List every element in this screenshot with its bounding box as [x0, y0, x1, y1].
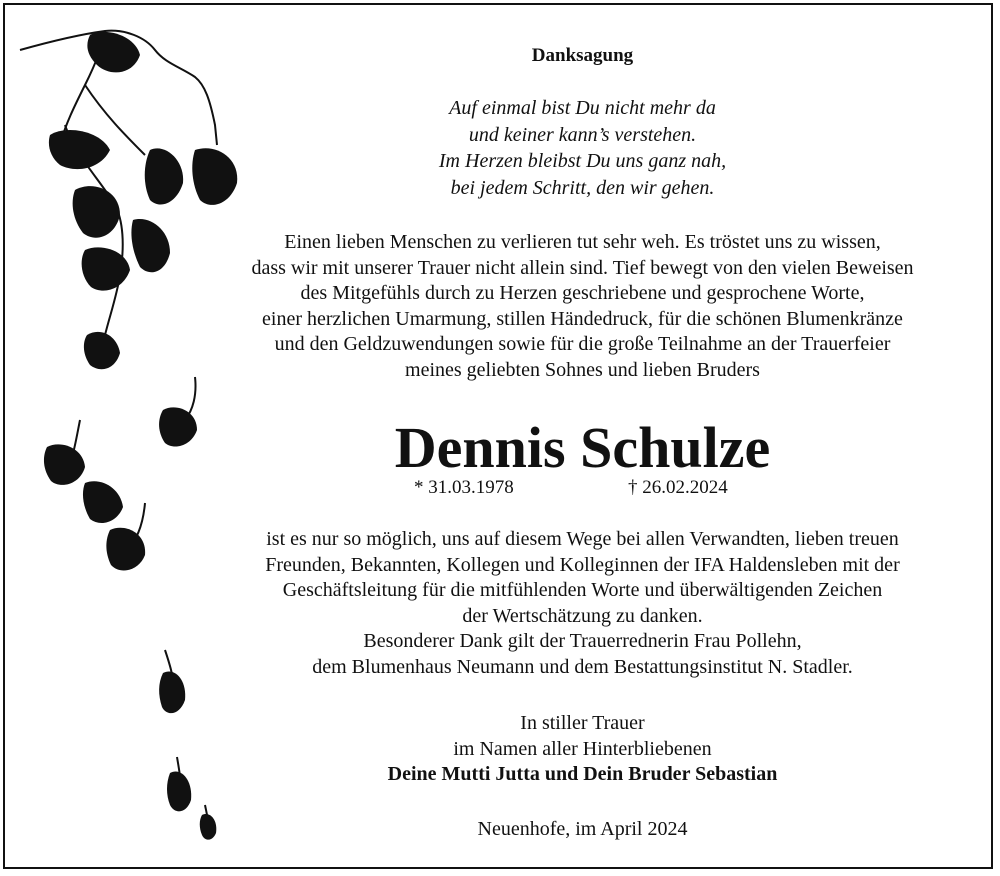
signers: Deine Mutti Jutta und Dein Bruder Sebastian	[387, 763, 778, 785]
paragraph-line: Geschäftsleitung für die mitfühlenden Worte und überwältigenden Zeichen	[282, 579, 883, 601]
closing-block	[155, 711, 1000, 788]
paragraph-line: Einen lieben Menschen zu verlieren tut sehr weh. Es tröstet uns zu wissen,	[284, 231, 881, 253]
closing-line: im Namen aller Hinterbliebenen	[453, 737, 712, 760]
poem-line: Im Herzen bleibst Du uns ganz nah,	[438, 150, 727, 172]
paragraph-line: Besonderer Dank gilt der Trauerrednerin Frau Pollehn,	[363, 630, 802, 652]
paragraph-line: und den Geldzuwendungen sowie für die große Teilnahme an der Trauerfeier	[274, 333, 891, 355]
place-and-date: Neuenhofe, im April 2024	[477, 818, 688, 840]
paragraph-line: dass wir mit unserer Trauer nicht allein sind. Tief bewegt von den vielen Beweisen	[251, 256, 914, 279]
poem-line: und keiner kann’s verstehen.	[468, 123, 697, 146]
birth-date: * 31.03.1978	[414, 477, 514, 498]
paragraph-line: ist es nur so möglich, uns auf diesem Wege bei allen Verwandten, lieben treuen	[266, 528, 899, 550]
poem-line: Auf einmal bist Du nicht mehr da	[449, 97, 716, 119]
obituary-notice	[3, 3, 993, 869]
death-date: † 26.02.2024	[628, 477, 728, 498]
thanks-paragraph-main	[155, 527, 1000, 680]
closing-line: In stiller Trauer	[520, 712, 645, 734]
paragraph-line: der Wertschätzung zu danken.	[462, 604, 703, 627]
paragraph-line: des Mitgefühls durch zu Herzen geschriebene und gesprochene Worte,	[300, 282, 865, 304]
paragraph-line: einer herzlichen Umarmung, stillen Händedruck, für die schönen Blumenkränze	[262, 307, 903, 330]
notice-heading: Danksagung	[531, 45, 634, 66]
poem-line: bei jedem Schritt, den wir gehen.	[450, 176, 715, 199]
thanks-paragraph-intro	[155, 230, 1000, 383]
paragraph-line: meines geliebten Sohnes und lieben Bruders	[405, 358, 760, 381]
paragraph-line: dem Blumenhaus Neumann und dem Bestattungsinstitut N. Stadler.	[312, 655, 853, 678]
poem	[155, 95, 1000, 201]
deceased-name: Dennis Schulze	[394, 415, 771, 480]
paragraph-line: Freunden, Bekannten, Kollegen und Kolleginnen der IFA Haldensleben mit der	[265, 553, 900, 576]
